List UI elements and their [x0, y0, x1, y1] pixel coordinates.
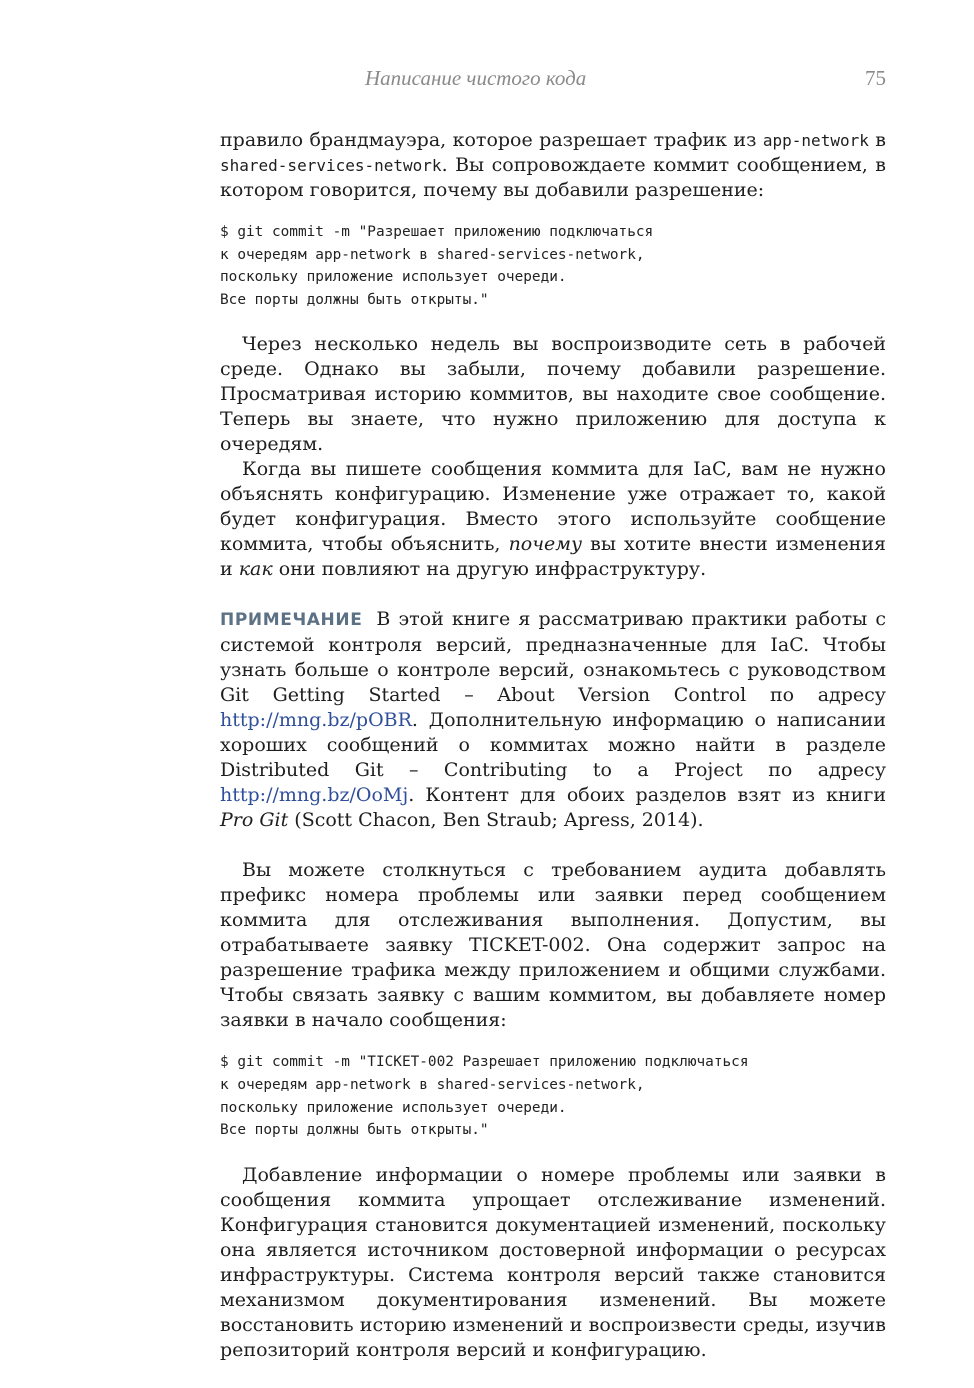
code-block-commit [220, 221, 886, 311]
running-head-title: Написание чистого кода [365, 66, 587, 90]
running-head [220, 66, 886, 92]
inline-code-shared-services-network: shared-services-network [220, 156, 442, 175]
code-line: Все порты должны быть открыты." [220, 1122, 489, 1139]
code-line: поскольку приложение использует очереди. [220, 1099, 567, 1116]
page-number: 75 [865, 66, 886, 90]
book-title: Pro Git [220, 809, 289, 832]
code-line: $ git commit -m "TICKET-002 Разрешает приложению подключаться [220, 1054, 749, 1071]
paragraph-firewall-rule: правило брандмауэра, которое разрешает трафик из app-network в shared-services-network. Вы сопровождаете коммит сообщением, в котором говорится, почему вы добавили разрешение: [220, 129, 886, 201]
paragraph-ticket-info: Добавление информации о номере проблемы или заявки в сообщения коммита упрощает отслеживание изменений. Конфигурация становится документацией изменений, поскольку она является источником достоверной информации о ресурсах инфраструктуры. Система контроля версий также становится механизмом документирования изменений. Вы можете восстановить историю изменений и воспроизвести среды, изучив репозиторий контроля версий и конфигурацию. [220, 1163, 886, 1361]
page-content [220, 128, 886, 1363]
inline-code-app-network: app-network [762, 131, 869, 150]
note-block: ПРИМЕЧАНИЕ В этой книге я рассматриваю практики работы с системой контроля версий, предназначенные для IaC. Чтобы узнать больше о контроле версий, ознакомьтесь с руководством Git Getting Started – About Version Control по адресу http://mng.bz/pOBR. Дополнительную информацию о написании хороших сообщений о коммитах можно найти в разделе Distributed Git – Contributing to a Project по адресу http://mng.bz/OoMj. Контент для обоих разделов взят из книги Pro Git (Scott Chacon, Ben Straub; Apress, 2014). [220, 608, 886, 832]
emphasis-why: почему [508, 533, 583, 556]
code-line: к очередям app-network в shared-services-network, [220, 1076, 645, 1093]
note-label: ПРИМЕЧАНИЕ [220, 610, 363, 631]
code-line: $ git commit -m "Разрешает приложению подключаться [220, 224, 654, 240]
code-line: поскольку приложение использует очереди. [220, 269, 567, 286]
emphasis-how: как [238, 558, 273, 581]
paragraph-weeks-later: Через несколько недель вы воспроизводите сеть в рабочей среде. Однако вы забыли, почему добавили разрешение. Просматривая историю коммитов, вы находите свое сообщение. Теперь вы знаете, что нужно приложению для доступа к очередям. [220, 333, 886, 456]
code-line: к очередям app-network в shared-services-network, [220, 246, 645, 263]
code-block-commit-ticket [220, 1051, 886, 1141]
paragraph-iac-commit-messages: Когда вы пишете сообщения коммита для IaC, вам не нужно объяснять конфигурацию. Изменение уже отражает то, какой будет конфигурация. Вместо этого используйте сообщение коммита, чтобы объяснить, почему вы хотите внести изменения и как они повлияют на другую инфраструктуру. [220, 458, 887, 581]
link-pobr[interactable]: http://mng.bz/pOBR [220, 709, 412, 732]
link-oomj[interactable]: http://mng.bz/OoMj [220, 784, 409, 807]
paragraph-audit-ticket: Вы можете столкнуться с требованием аудита добавлять префикс номера проблемы или заявки перед сообщением коммита для отслеживания выполнения. Допустим, вы отрабатываете заявку TICKET-002. Она содержит запрос на разрешение трафика между приложением и общими службами. Чтобы связать заявку с вашим коммитом, вы добавляете номер заявки в начало сообщения: [220, 859, 886, 1032]
code-line: Все порты должны быть открыты." [220, 291, 489, 308]
